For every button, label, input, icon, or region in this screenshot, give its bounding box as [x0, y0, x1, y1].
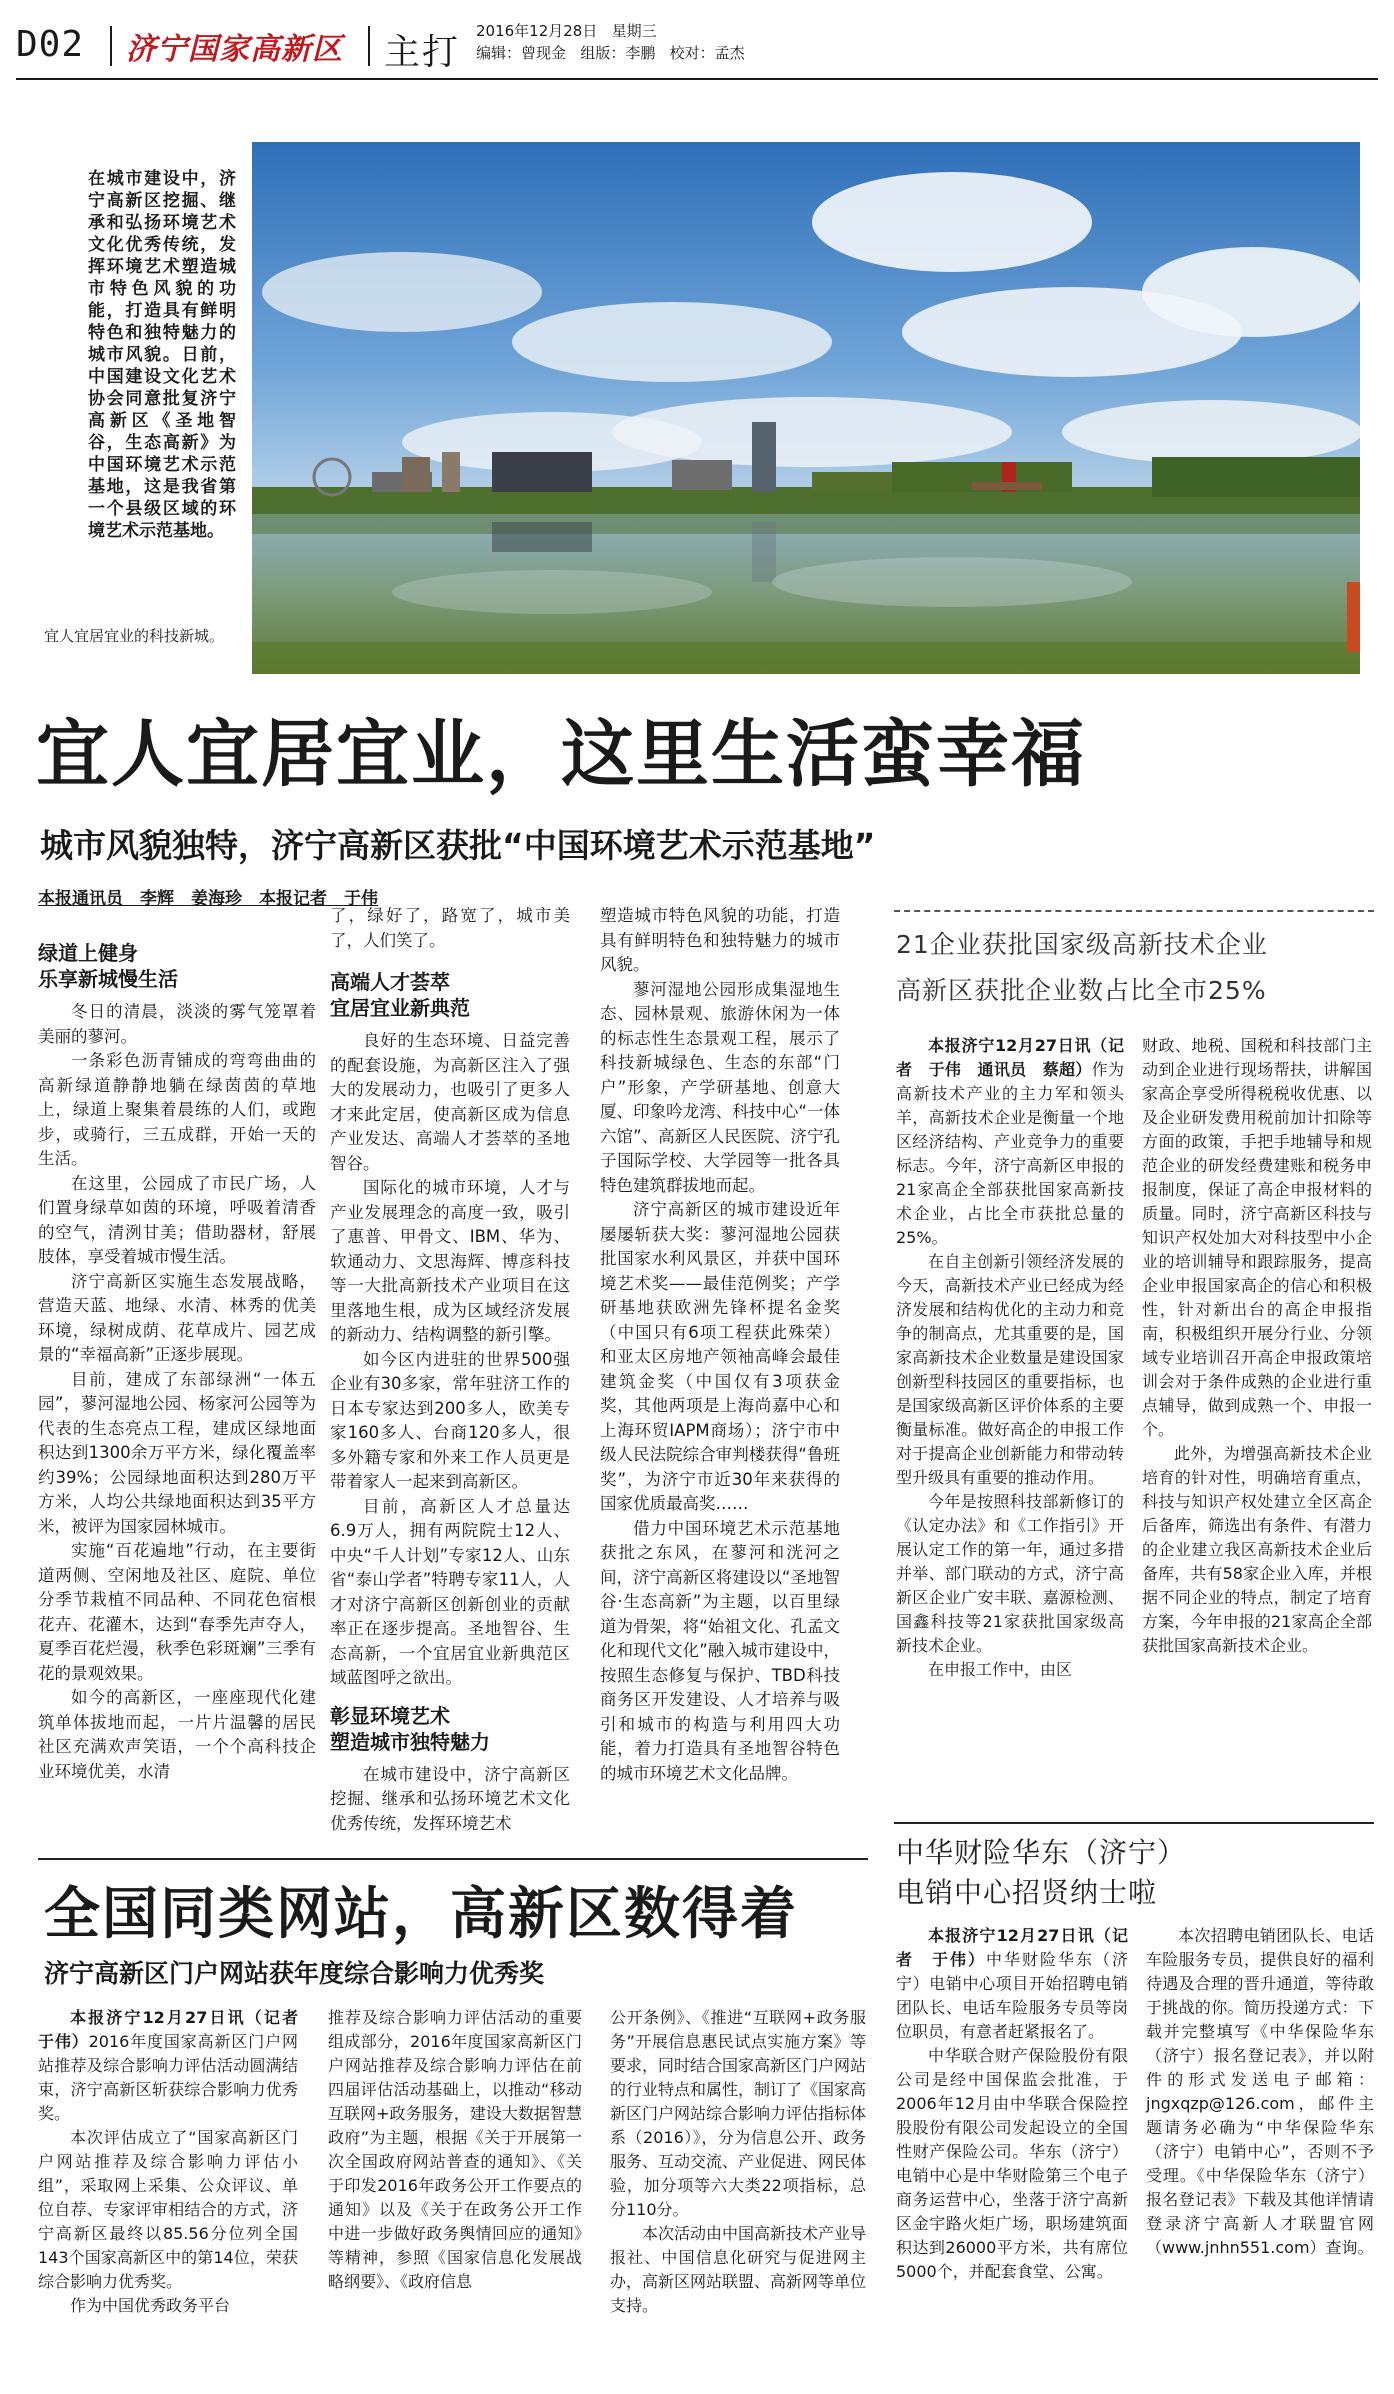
paragraph: 国际化的城市环境，人才与产业发展理念的高度一致，吸引了惠普、甲骨文、IBM、华为、软通动力、文思海辉、博彦科技等一大批高新技术产业项目在这里落地生根，成为区域经济发展的新动力、结构调整的新引擎。	[330, 1178, 570, 1344]
paragraph: 公开条例》、《推进“互联网+政务服务”开展信息惠民试点实施方案》等要求，同时结合国家高新区门户网站的行业特点和属性，制订了《国家高新区门户网站综合影响力评估指标体系（2016）》，分为信息公开、政务服务、互动交流、产业促进、网民体验，加分项等六大类22项指标，总分110分。	[610, 2008, 867, 2219]
side-article1-column-2	[1142, 1034, 1372, 1658]
date-line	[476, 22, 657, 41]
side-article1-column-1	[896, 1034, 1124, 1682]
editor: 编辑：曾现金	[476, 44, 567, 62]
main-subheadline: 城市风貌独特，济宁高新区获批“中国环境艺术示范基地”	[40, 826, 876, 865]
header-divider	[110, 26, 112, 66]
landscape-photo	[252, 142, 1360, 674]
side-article1-head2: 高新区获批企业数占比全市25%	[896, 976, 1267, 1005]
paragraph: 塑造城市特色风貌的功能，打造具有鲜明特色和独特魅力的城市风貌。	[600, 906, 840, 974]
paragraph: 冬日的清晨，淡淡的雾气笼罩着美丽的蓼河。	[38, 1002, 316, 1046]
paragraph: 此外，为增强高新技术企业培育的针对性，明确培育重点，科技与知识产权处建立全区高企后备库，筛选出有条件、有潜力的企业建立我区高新技术企业后备库，共有58家企业入库，并根据不同企业的特点，制定了培育方案，今年申报的21家高企全部获批国家高新技术企业。	[1142, 1444, 1372, 1655]
bottom-column-1	[38, 2006, 315, 2318]
main-byline: 本报通讯员 李辉 姜海珍 本报记者 于伟	[38, 889, 378, 909]
side-article2-column-2	[1146, 1924, 1374, 2260]
paragraph: 济宁高新区的城市建设近年屡屡斩获大奖：蓼河湿地公园获批国家水利风景区，并获中国环境艺术奖——最佳范例奖；产学研基地获欧洲先锋杯提名金奖（中国只有6项工程获此殊荣）和亚太区房地产领袖高峰会最佳建筑金奖（中国仅有3项获金奖，其他两项是上海尚嘉中心和上海环贸IAPM商场）；济宁市中级人民法院综合审判楼获得“鲁班奖”，为济宁市近30年来获得的国家优质最高奖……	[600, 1200, 840, 1513]
header-rule	[16, 78, 1378, 80]
section-heading: 高端人才荟萃 宜居宜业新典范	[330, 970, 470, 1020]
layout-editor: 组版：李鹏	[580, 44, 656, 62]
date: 2016年12月28日	[476, 22, 598, 40]
section-heading: 彰显环境艺术 塑造城市独特魅力	[330, 1703, 490, 1754]
paragraph: 在这里，公园成了市民广场，人们置身绿草如茵的环境，呼吸着清香的空气，清洌甘美；借助器材，舒展肢体，享受着城市慢生活。	[38, 1173, 316, 1266]
paragraph: 中华联合财产保险股份有限公司是经中国保监会批准，于2006年12月由中华联合保险控股股份有限公司发起设立的全国性财产保险公司。华东（济宁）电销中心是中华财险第三个电子商务运营中心，坐落于济宁高新区金宇路火炬广场，职场建筑面积达到26000平方米，共有席位5000个，并配套食堂、公寓。	[896, 2046, 1128, 2281]
paragraph: 在申报工作中，由区	[928, 1660, 1073, 1679]
side-article2-rule	[894, 1822, 1374, 1824]
paragraph: 本次招聘电销团队长、电话车险服务专员，提供良好的福利待遇及合理的晋升通道，等待敢于挑战的你。简历投递方式：下载并完整填写《中华保险华东（济宁）报名登记表》，并以附件的形式发送电子邮箱：jngxqzp@126.com，邮件主题请务必确为“中华保险华东（济宁）电销中心”，否则不予受理。《中华保险华东（济宁）报名登记表》下载及其他详情请登录济宁高新人才联盟官网（www.jnhn551.com）查询。	[1146, 1926, 1374, 2257]
paragraph: 作为中国优秀政务平台	[70, 2296, 231, 2315]
bottom-headline: 全国同类网站，高新区数得着	[44, 1882, 798, 1947]
paragraph: 本次活动由中国高新技术产业导报社、中国信息化研究与促进网主办，高新区网站联盟、高新网等单位支持。	[610, 2224, 867, 2315]
paragraph: 推荐及综合影响力评估活动的重要组成部分，2016年度国家高新区门户网站推荐及综合影响力评估在前四届评估活动基础上，以推动“移动互联网+政务服务，建设大数据智慧政府”为主题，根据《关于开展第一次全国政府网站普查的通知》、《关于印发2016年政务公开工作要点的通知》以及《关于在政务公开工作中进一步做好政务舆情回应的通知》等精神，参照《国家信息化发展战略纲要》、《政府信息	[328, 2008, 582, 2291]
paragraph: 如今的高新区，一座座现代化建筑单体拔地而起，一片片温馨的居民社区充满欢声笑语，一个个高科技企业环境优美，水清	[38, 1688, 316, 1781]
side-article2-column-1	[896, 1924, 1128, 2284]
paragraph: 实施“百花遍地”行动，在主要街道两侧、空闲地及社区、庭院、单位分季节栽植不同品种、不同花色宿根花卉、花灌木，达到“春季先声夺人，夏季百花烂漫，秋季色彩斑斓”三季有花的景观效果。	[38, 1541, 316, 1683]
paragraph: 了，绿好了，路宽了，城市美了，人们笑了。	[330, 906, 570, 950]
paragraph: 财政、地税、国税和科技部门主动到企业进行现场帮扶，讲解国家高企享受所得税税收优惠、以及企业研发费用税前加计扣除等方面的政策，手把手地辅导和规范企业的研发经费建账和税务申报制度，保证了高企申报材料的质量。同时，济宁高新区科技与知识产权处加大对科技型中小企业的培训辅导和跟踪服务，提高企业申报国家高企的信心和积极性，针对新出台的高企申报指南，积极组织开展分行业、分领域专业培训召开高企申报政策培训会对于条件成熟的企业进行重点辅导，做到成熟一个、申报一个。	[1142, 1036, 1372, 1439]
paragraph: 在城市建设中，济宁高新区挖掘、继承和弘扬环境艺术文化优秀传统，发挥环境艺术	[330, 1764, 570, 1833]
photo-small-caption: 宜人宜居宜业的科技新城。	[44, 627, 225, 645]
paragraph: 借力中国环境艺术示范基地获批之东风，在蓼河和洸河之间，济宁高新区将建设以“圣地智谷·生态高新”为主题，以百里绿道为骨架，将“始祖文化、孔孟文化和现代文化”融入城市建设中，按照生态修复与保护、TBD科技商务区开发建设、人才培养与吸引和城市的构造与利用四大功能，着力打造具有圣地智谷特色的城市环境艺术文化品牌。	[600, 1518, 840, 1783]
bottom-subheadline: 济宁高新区门户网站获年度综合影响力优秀奖	[44, 1959, 545, 1988]
side-article2-head2: 电销中心招贤纳士啦	[896, 1876, 1158, 1909]
section-heading: 绿道上健身 乐享新城慢生活	[38, 941, 178, 991]
main-column-1	[38, 934, 316, 1784]
side-article-rule	[894, 910, 1374, 912]
header-divider	[368, 26, 370, 66]
paragraph: 本报济宁12月27日讯（记者 于伟）2016年度国家高新区门户网站推荐及综合影响力评估活动圆满结束，济宁高新区斩获综合影响力优秀奖。	[38, 2008, 315, 2123]
bottom-column-2	[328, 2006, 582, 2294]
paragraph: 目前，高新区人才总量达6.9万人，拥有两院院士12人、中央“千人计划”专家12人、山东省“泰山学者”特聘专家11人，人才对济宁高新区创新创业的贡献率正在逐步提高。圣地智谷、生态高新，一个宜居宜业新典范区域蓝图呼之欲出。	[330, 1496, 570, 1687]
paragraph: 一条彩色沥青铺成的弯弯曲曲的高新绿道静静地躺在绿茵茵的草地上，绿道上聚集着晨练的人们，或跑步，或骑行，三五成群，开始一天的生活。	[38, 1051, 316, 1168]
paragraph: 如今区内进驻的世界500强企业有30多家，常年驻济工作的日本专家达到200多人，欧美专家160多人、台商120多人，很多外籍专家和外来工作人员更是带着家人一起来到高新区。	[330, 1349, 570, 1491]
main-column-3	[600, 904, 840, 1786]
staff-line	[476, 44, 745, 63]
photo-caption: 在城市建设中，济宁高新区挖掘、继承和弘扬环境艺术文化优秀传统，发挥环境艺术塑造城市特色风貌的功能，打造具有鲜明特色和独特魅力的城市风貌。日前，中国建设文化艺术协会同意批复济宁高新区《圣地智谷，生态高新》为中国环境艺术示范基地，这是我省第一个县级区域的环境艺术示范基地。	[88, 169, 236, 541]
paragraph: 蓼河湿地公园形成集湿地生态、园林景观、旅游休闲为一体的标志性生态景观工程，展示了科技新城绿色、生态的东部“门户”形象，产学研基地、创意大厦、印象吟龙湾、科技中心“一体六馆”、高新区人民医院、济宁孔子国际学校、大学园等一批各具特色建筑群拔地而起。	[600, 979, 840, 1195]
main-headline: 宜人宜居宜业，这里生活蛮幸福	[36, 712, 1086, 797]
paragraph: 本报济宁12月27日讯（记者 于伟 通讯员 蔡超）作为高新技术产业的主力军和领头羊，高新技术企业是衡量一个地区经济结构、产业竞争力的重要标志。今年，济宁高新区申报的21家高企全部获批国家高新技术企业，占比全市获批总量的25%。	[896, 1036, 1124, 1247]
paragraph: 良好的生态环境、日益完善的配套设施，为高新区注入了强大的发展动力，也吸引了更多人才来此定居，使高新区成为信息产业发达、高端人才荟萃的圣地智谷。	[330, 1031, 570, 1173]
weekday: 星期三	[611, 22, 657, 40]
page-number: D02	[16, 24, 85, 65]
paragraph: 济宁高新区实施生态发展战略，营造天蓝、地绿、水清、林秀的优美环境，绿树成荫、花草成片、园艺成景的“幸福高新”正逐步展现。	[38, 1271, 316, 1364]
paragraph: 今年是按照科技部新修订的《认定办法》和《工作指引》开展认定工作的第一年，通过多措并举、部门联动的方式，济宁高新区企业广安丰联、嘉源检测、国鑫科技等21家获批国家级高新技术企业。	[896, 1492, 1124, 1655]
paper-logo: 济宁国家高新区	[126, 32, 343, 67]
page-header	[16, 20, 1378, 72]
main-column-2	[330, 904, 570, 1836]
proofreader: 校对：孟杰	[669, 44, 745, 62]
lake-skyline-illustration	[252, 142, 1360, 674]
paragraph: 本报济宁12月27日讯（记者 于伟）中华财险华东（济宁）电销中心项目开始招聘电销团队长、电话车险服务专员等岗位职员，有意者赶紧报名了。	[896, 1926, 1128, 2041]
side-article1-head1: 21企业获批国家级高新技术企业	[896, 930, 1268, 959]
section-title: 主打	[384, 32, 461, 73]
paragraph: 本次评估成立了“国家高新区门户网站推荐及综合影响力评估小组”，采取网上采集、公众评议、单位自荐、专家评审相结合的方式，济宁高新区最终以85.56分位列全国143个国家高新区中的第14位，荣获综合影响力优秀奖。	[38, 2128, 298, 2291]
paragraph: 在自主创新引领经济发展的今天，高新技术产业已经成为经济发展和结构优化的主动力和竞争的制高点，尤其重要的是，国家高新技术企业数量是建设国家创新型科技园区的重要指标，也是国家级高新区评价体系的主要衡量标准。做好高企的申报工作对于提高企业创新能力和带动转型升级具有重要的推动作用。	[896, 1252, 1124, 1487]
bottom-article-rule	[38, 1858, 868, 1860]
side-article2-head1: 中华财险华东（济宁）	[896, 1836, 1187, 1869]
paragraph: 目前，建成了东部绿洲“一体五园”，蓼河湿地公园、杨家河公园等为代表的生态亮点工程，建成区绿地面积达到1300余万平方米，绿化覆盖率约39%；公园绿地面积达到280万平方米，人均公共绿地面积达到35平方米，被评为国家园林城市。	[38, 1369, 316, 1536]
bottom-column-3	[610, 2006, 866, 2318]
